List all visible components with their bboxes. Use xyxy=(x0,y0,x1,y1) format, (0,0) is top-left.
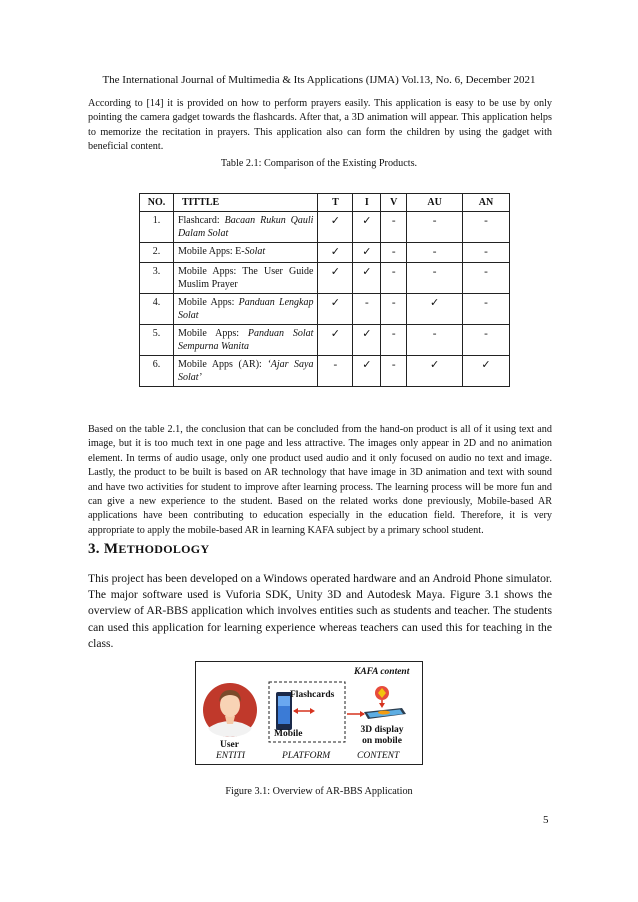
row-number: 5. xyxy=(140,325,174,356)
platform-label: PLATFORM xyxy=(282,751,331,761)
table-row xyxy=(140,294,510,325)
row-title-italic: Solat xyxy=(244,246,266,257)
comparison-table xyxy=(139,193,510,387)
analysis-paragraph: Based on the table 2.1, the conclusion that can be concluded from the hand-on product is all of it using text and image, but it is too much text in one page and less attractive. The images only appear in 2D and no animation element. In terms of audio usage, only one product used audio and it only focused on audio no text and image. Lastly, the product to be built is based on AR technology that have image in 3D animation and text with sound and have two activities for student to improve after learning process. The learning process will be more fun and can give a new experience to the student. Based on the related works done previously, Mobile-based AR applications have been contributing to education especially in the education field. Therefore, it is very appropriate to apply the mobile-based AR in learning KAFA subject by a primary school student. xyxy=(88,424,552,536)
mark-t: - xyxy=(318,356,353,387)
table-row xyxy=(140,212,510,243)
page-number: 5 xyxy=(543,814,549,826)
content-label: CONTENT xyxy=(357,751,400,761)
table-row xyxy=(140,356,510,387)
running-header: The International Journal of Multimedia & Its Applications (IJMA) Vol.13, No. 6, December 2021 xyxy=(102,74,536,86)
row-title xyxy=(173,212,318,243)
mark-i: ✓ xyxy=(353,263,381,294)
row-title-text: Mobile Apps: xyxy=(177,297,239,308)
section-title-initial: M xyxy=(103,541,119,557)
mark-an: - xyxy=(463,325,510,356)
table-row xyxy=(140,243,510,263)
section-number: 3. xyxy=(88,541,100,557)
row-title xyxy=(173,294,318,325)
display-label-line-2: on mobile xyxy=(362,736,402,746)
row-title xyxy=(173,325,318,356)
mark-i: ✓ xyxy=(353,356,381,387)
row-title-text: Mobile Apps: xyxy=(177,328,248,339)
row-title-text: Flashcard: xyxy=(177,215,225,226)
display-3d-icon xyxy=(364,708,406,719)
table-header-row xyxy=(140,194,510,212)
mark-t: ✓ xyxy=(318,263,353,294)
mark-i: - xyxy=(353,294,381,325)
header-t: T xyxy=(318,194,353,212)
mark-t: ✓ xyxy=(318,325,353,356)
intro-paragraph: According to [14] it is provided on how to perform prayers easily. This application is easy to be use by only pointing the camera gadget towards the flashcards. After that, a 3D animation will appear. This application helps to memorize the recitation in prayers. This application also can form the children by using the gadget with beneficial content. xyxy=(88,98,552,153)
figure-caption: Figure 3.1: Overview of AR-BBS Application xyxy=(225,786,413,797)
row-title-italic: Bacaan Rukun Qauli Dalam Solat xyxy=(177,215,314,239)
header-v: V xyxy=(381,194,407,212)
table-row xyxy=(140,325,510,356)
header-title: TITTLE xyxy=(173,194,318,212)
mark-au: - xyxy=(407,243,463,263)
mark-v: - xyxy=(381,325,407,356)
mark-an: - xyxy=(463,243,510,263)
mark-an: - xyxy=(463,294,510,325)
row-title xyxy=(173,243,318,263)
row-number: 6. xyxy=(140,356,174,387)
mark-v: - xyxy=(381,294,407,325)
mark-i: ✓ xyxy=(353,325,381,356)
table-caption: Table 2.1: Comparison of the Existing Products. xyxy=(220,158,418,169)
mark-au: - xyxy=(407,212,463,243)
table-row xyxy=(140,263,510,294)
mark-i: ✓ xyxy=(353,243,381,263)
mark-t: ✓ xyxy=(318,294,353,325)
row-title xyxy=(173,356,318,387)
mark-au: ✓ xyxy=(407,294,463,325)
row-number: 1. xyxy=(140,212,174,243)
mark-an: ✓ xyxy=(463,356,510,387)
methodology-paragraph: This project has been developed on a Windows operated hardware and an Android Phone simulator. The major software used is Vuforia SDK, Unity 3D and Autodesk Maya. Figure 3.1 shows the overview of AR-BBS application which involves entities such as students and teacher. The students can used this application for learning experience whereas teachers can used this for teaching in the class. xyxy=(88,572,552,650)
header-i: I xyxy=(353,194,381,212)
section-heading xyxy=(88,541,209,558)
kafa-content-label: KAFA content xyxy=(354,667,410,677)
mark-t: ✓ xyxy=(318,243,353,263)
row-title-text: Mobile Apps: E- xyxy=(177,246,245,257)
header-au: AU xyxy=(407,194,463,212)
display-label-line-1: 3D display xyxy=(360,725,404,735)
mark-an: - xyxy=(463,263,510,294)
user-avatar-icon xyxy=(203,683,257,737)
overview-figure xyxy=(195,661,423,765)
flashcards-label: Flashcards xyxy=(290,690,335,700)
kafa-content-icon xyxy=(375,686,389,708)
display-label xyxy=(354,725,410,747)
row-number: 2. xyxy=(140,243,174,263)
mark-v: - xyxy=(381,243,407,263)
entity-label: ENTITI xyxy=(216,751,246,761)
mark-v: - xyxy=(381,212,407,243)
mark-t: ✓ xyxy=(318,212,353,243)
user-label: User xyxy=(220,740,239,750)
mark-i: ✓ xyxy=(353,212,381,243)
mark-v: - xyxy=(381,356,407,387)
mark-au: ✓ xyxy=(407,356,463,387)
section-title-rest: ETHODOLOGY xyxy=(118,542,210,556)
row-title-italic: ‘Ajar Saya Solat’ xyxy=(177,359,314,383)
mark-au: - xyxy=(407,325,463,356)
row-title-text: Mobile Apps: The User Guide Muslim Prayer xyxy=(177,266,314,290)
row-number: 4. xyxy=(140,294,174,325)
mark-an: - xyxy=(463,212,510,243)
row-title-italic: Panduan Lengkap Solat xyxy=(177,297,314,321)
row-title-italic: Panduan Solat Sempurna Wanita xyxy=(177,328,314,352)
mark-au: - xyxy=(407,263,463,294)
row-title xyxy=(173,263,318,294)
header-an: AN xyxy=(463,194,510,212)
row-number: 3. xyxy=(140,263,174,294)
section-title xyxy=(104,541,209,557)
mobile-label: Mobile xyxy=(274,729,303,739)
mark-v: - xyxy=(381,263,407,294)
row-title-text: Mobile Apps (AR): xyxy=(177,359,268,370)
header-no: NO. xyxy=(140,194,174,212)
